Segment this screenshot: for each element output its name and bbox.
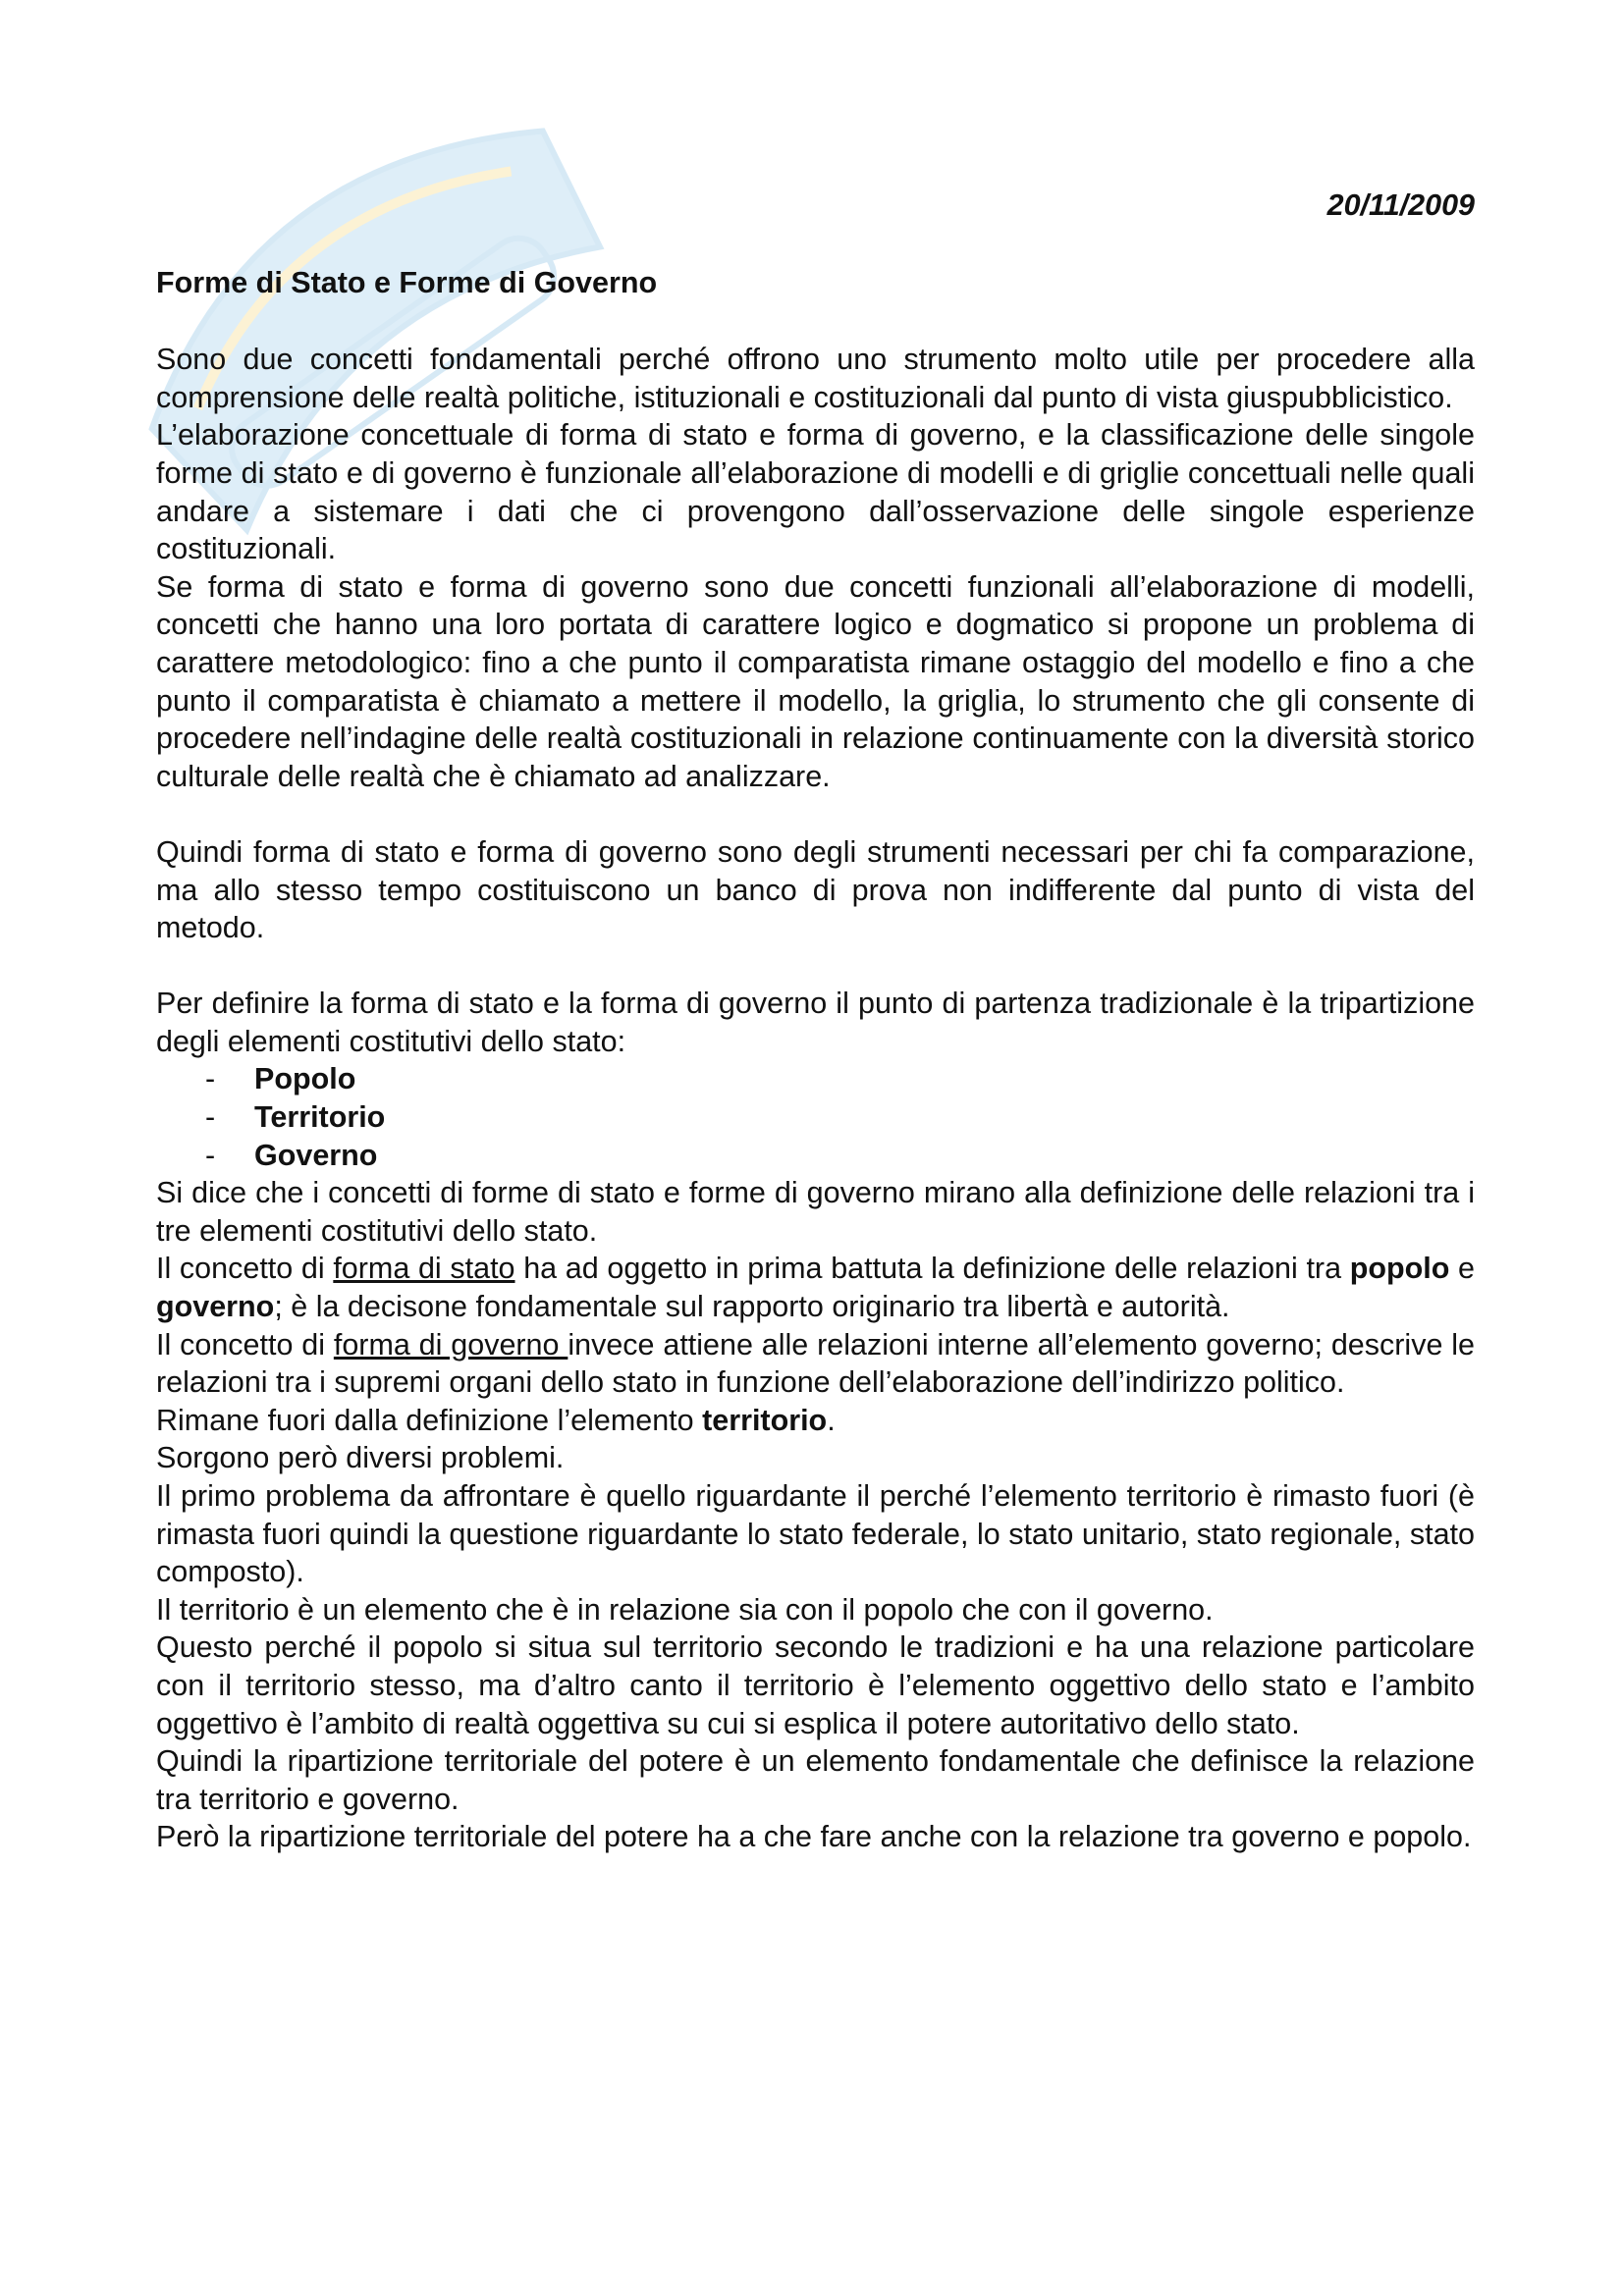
paragraph-13: Questo perché il popolo si situa sul territorio secondo le tradizioni e ha una relazione particolare con il territorio stesso, ma d’altro canto il territorio è l’elemento oggettivo dello stato e l’ambito oggettivo è l’ambito di realtà oggettiva su cui si esplica il potere autoritativo dello stato. — [156, 1630, 1475, 1740]
paragraph-7: Il concetto di forma di stato ha ad oggetto in prima battuta la definizione delle relazioni tra popolo e governo; è la decisone fondamentale sul rapporto originario tra libertà e autorità. — [156, 1252, 1475, 1324]
elements-list — [156, 1060, 1475, 1174]
paragraph-12: Il territorio è un elemento che è in relazione sia con il popolo che con il governo. — [156, 1592, 1214, 1627]
list-item: - Territorio — [205, 1100, 386, 1135]
underline-forma-di-stato: forma di stato — [333, 1252, 515, 1286]
paragraph-9: Rimane fuori dalla definizione l’elemento territorio. — [156, 1403, 836, 1437]
paragraph-4: Quindi forma di stato e forma di governo sono degli strumenti necessari per chi fa comparazione, ma allo stesso tempo costituiscono un banco di prova non indifferente dal punto di vista del metodo. — [156, 834, 1475, 945]
paragraph-11: Il primo problema da affrontare è quello riguardante il perché l’elemento territorio è rimasto fuori (è rimasta fuori quindi la questione riguardante lo stato federale, lo stato unitario, stato regionale, stato composto). — [156, 1479, 1475, 1589]
paragraph-3: Se forma di stato e forma di governo sono due concetti funzionali all’elaborazione di modelli, concetti che hanno una loro portata di carattere logico e dogmatico si propone un problema di carattere metodologico: fino a che punto il comparatista rimane ostaggio del modello e fino a che punto il comparatista è chiamato a mettere il modello, la griglia, lo strumento che gli consente di procedere nell’indagine delle realtà costituzionali in relazione continuamente con la diversità storico culturale delle realtà che è chiamato ad analizzare. — [156, 569, 1475, 793]
paragraph-6: Si dice che i concetti di forme di stato e forme di governo mirano alla definizione delle relazioni tra i tre elementi costitutivi dello stato. — [156, 1176, 1475, 1248]
document-title: Forme di Stato e Forme di Governo — [156, 265, 658, 299]
paragraph-8: Il concetto di forma di governo invece attiene alle relazioni interne all’elemento governo; descrive le relazioni tra i supremi organi dello stato in funzione dell’elaborazione dell’indirizzo politico. — [156, 1327, 1475, 1400]
paragraph-10: Sorgono però diversi problemi. — [156, 1441, 565, 1475]
paragraph-1: Sono due concetti fondamentali perché offrono uno strumento molto utile per procedere alla comprensione delle realtà politiche, istituzionali e costituzionali dal punto di vista giuspubblicistico. — [156, 343, 1475, 414]
document-page — [156, 187, 1475, 1856]
list-item: - Governo — [205, 1138, 378, 1172]
paragraph-15: Però la ripartizione territoriale del potere ha a che fare anche con la relazione tra governo e popolo. — [156, 1820, 1472, 1854]
list-item: - Popolo — [205, 1062, 356, 1096]
underline-forma-di-governo: forma di governo — [333, 1327, 568, 1362]
paragraph-14: Quindi la ripartizione territoriale del potere è un elemento fondamentale che definisce la relazione tra territorio e governo. — [156, 1744, 1475, 1816]
document-date: 20/11/2009 — [1326, 188, 1475, 222]
paragraph-2: L’elaborazione concettuale di forma di stato e forma di governo, e la classificazione delle singole forme di stato e di governo è funzionale all’elaborazione di modelli e di griglie concettuali nelle quali andare a sistemare i dati che ci provengono dall’osservazione delle singole esperienze costituzionali. — [156, 418, 1475, 566]
paragraph-5: Per definire la forma di stato e la forma di governo il punto di partenza tradizionale è la tripartizione degli elementi costitutivi dello stato: — [156, 987, 1475, 1058]
